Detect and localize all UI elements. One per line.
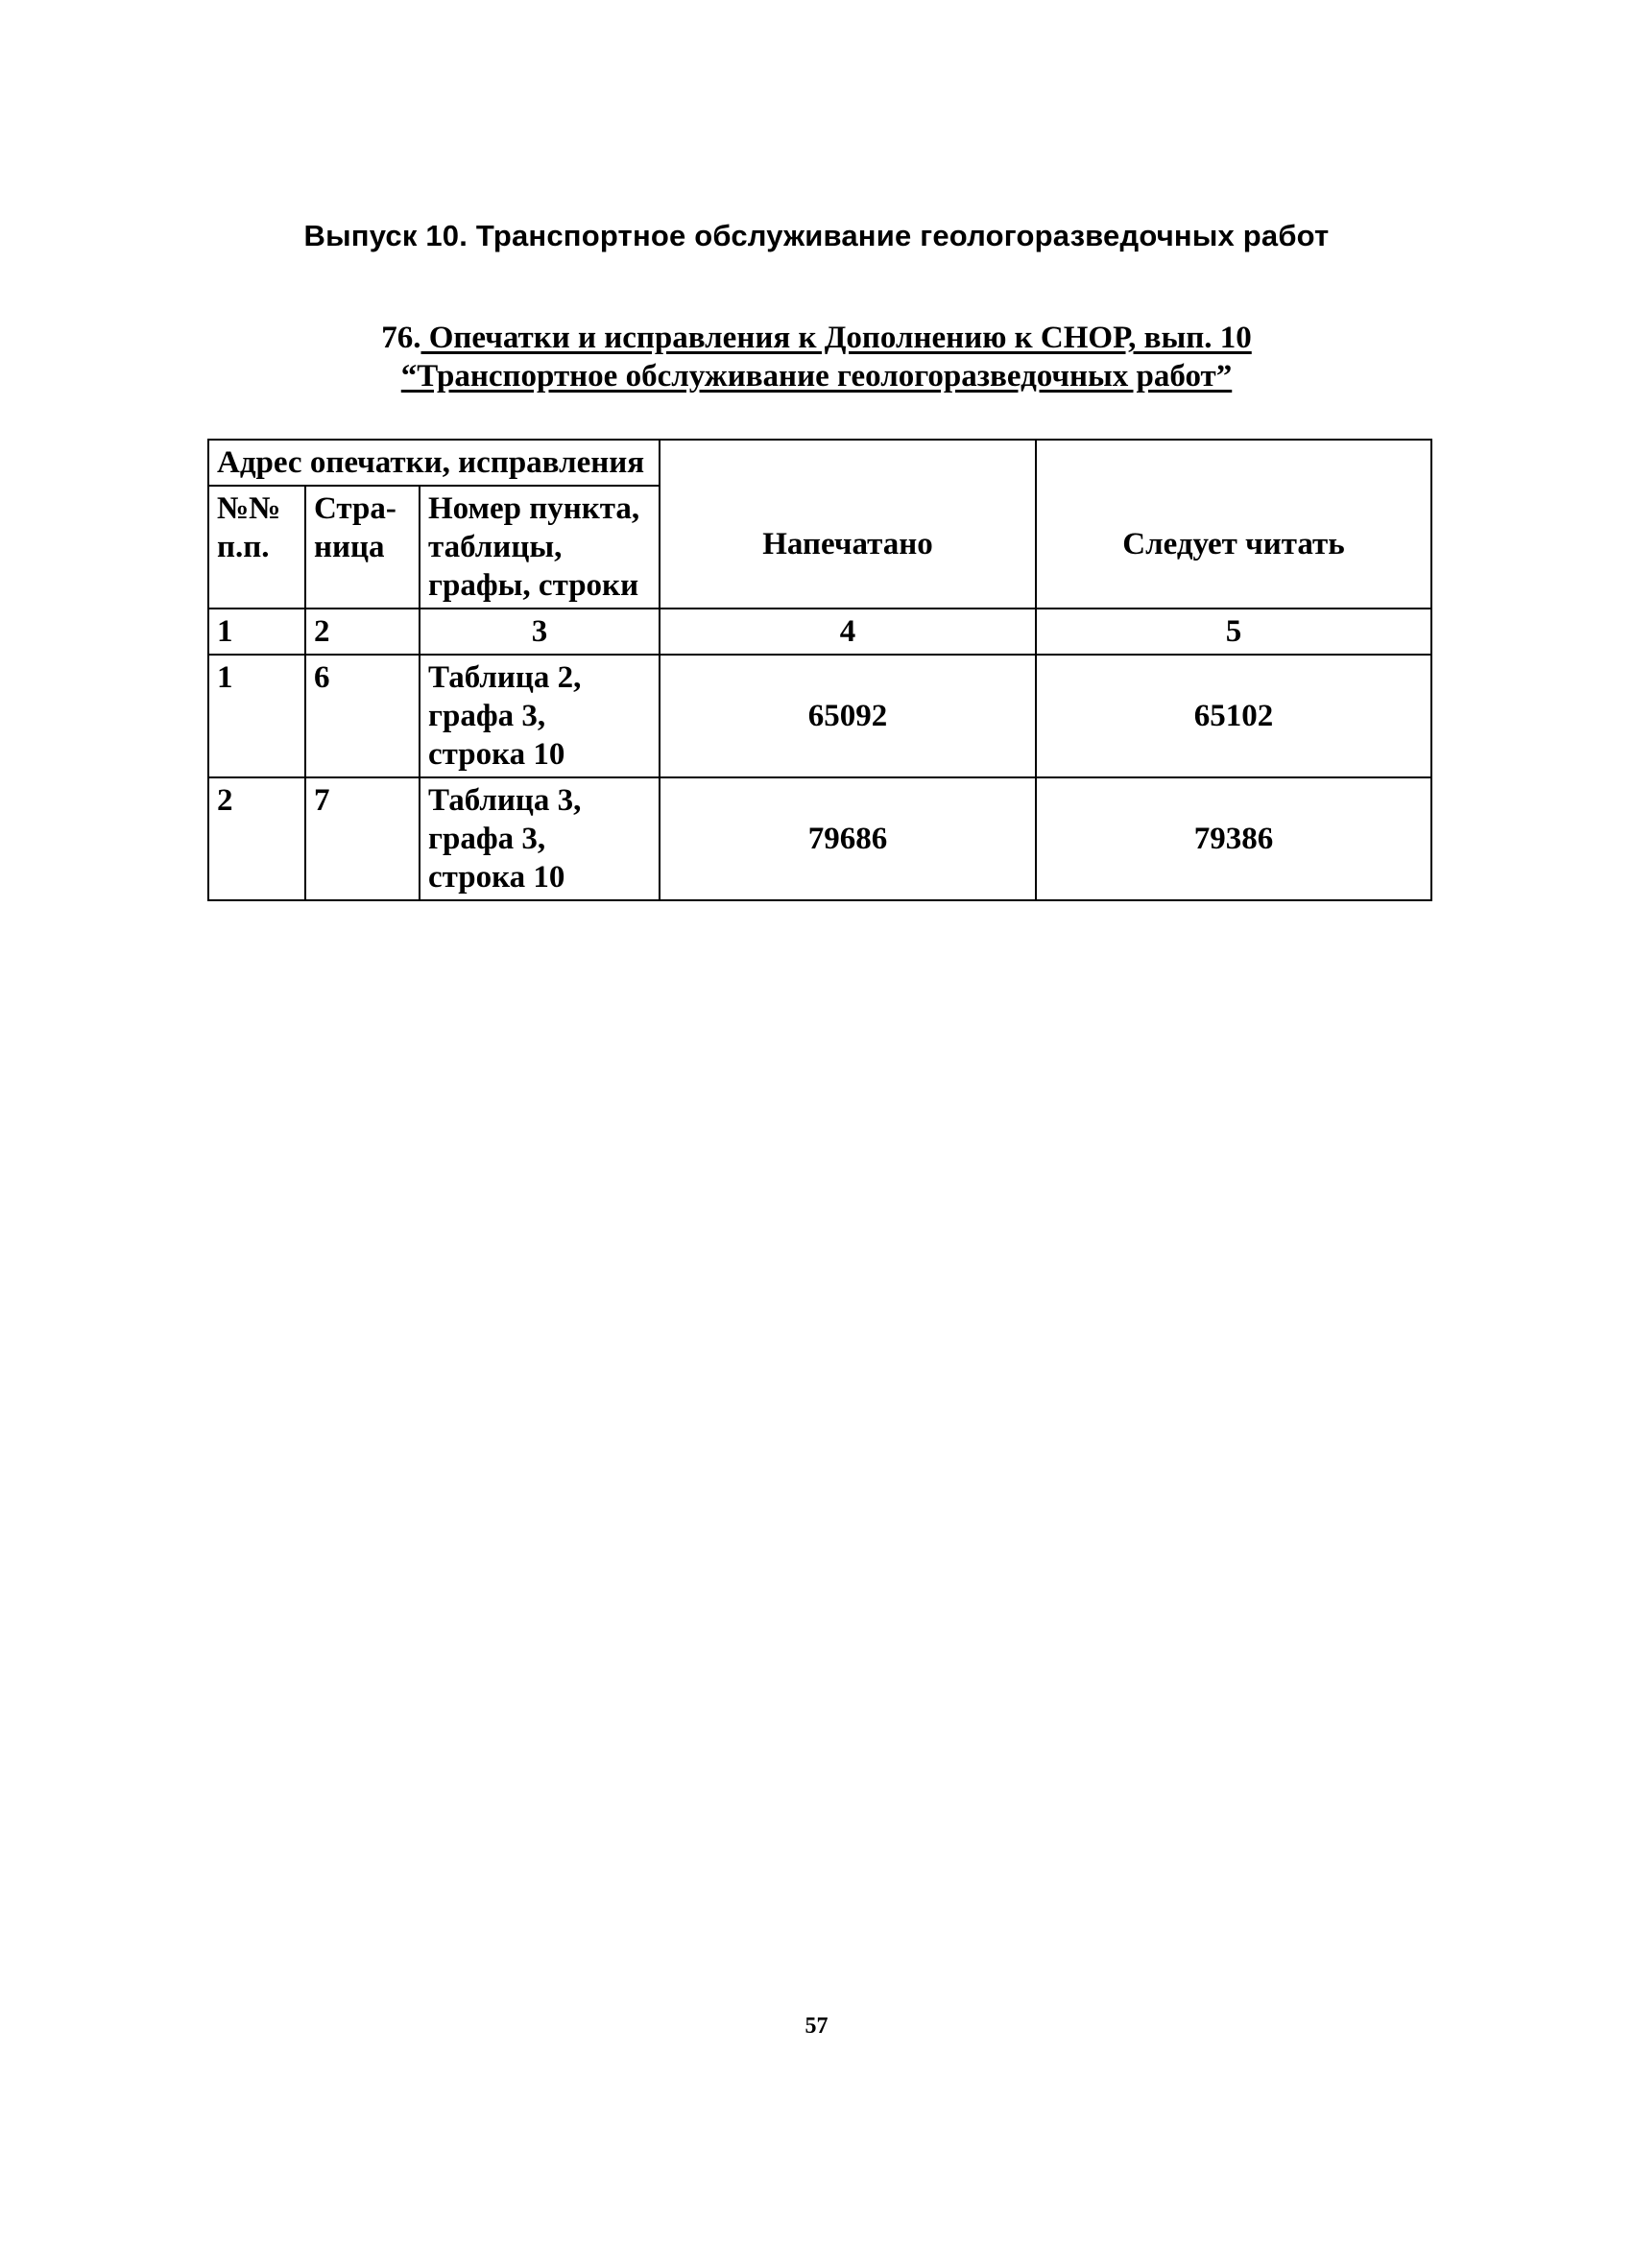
row-item-line: графа 3,: [428, 699, 546, 733]
col-number-4: 4: [660, 609, 1036, 655]
header-item: Номер пункта, таблицы, графы, строки: [420, 486, 660, 609]
row-item: [420, 655, 660, 777]
row-item: [420, 777, 660, 900]
col-number-5: 5: [1036, 609, 1431, 655]
row-should-read: 65102: [1036, 655, 1431, 777]
row-printed: 79686: [660, 777, 1036, 900]
row-item-line: строка 10: [428, 860, 565, 895]
errata-table: [207, 439, 1432, 901]
row-item-line: строка 10: [428, 737, 565, 772]
section-title-line-1: [0, 319, 1633, 357]
row-num: 2: [208, 777, 305, 900]
row-printed: 65092: [660, 655, 1036, 777]
row-item-line: графа 3,: [428, 822, 546, 856]
page-number: 57: [804, 2014, 829, 2039]
section-title-text-1: Опечатки и исправления к Дополнению к СНОР, вып. 10: [420, 321, 1252, 355]
row-num: 1: [208, 655, 305, 777]
header-address-group: Адрес опечатки, исправления: [208, 440, 660, 486]
table-header-row-1: [208, 440, 1431, 486]
row-page: 6: [305, 655, 420, 777]
header-num: №№ п.п.: [208, 486, 305, 609]
section-title: [0, 319, 1633, 395]
row-should-read: 79386: [1036, 777, 1431, 900]
col-number-1: 1: [208, 609, 305, 655]
row-item-line: Таблица 2,: [428, 660, 582, 695]
header-printed: Напечатано: [660, 440, 1036, 609]
column-number-row: [208, 609, 1431, 655]
section-title-line-2: “Транспортное обслуживание геологоразведочных работ”: [400, 359, 1233, 394]
header-should-read: Следует читать: [1036, 440, 1431, 609]
col-number-2: 2: [305, 609, 420, 655]
row-page: 7: [305, 777, 420, 900]
header-page: Стра-ница: [305, 486, 420, 609]
table-row: [208, 777, 1431, 900]
running-header: Выпуск 10. Транспортное обслуживание геологоразведочных работ: [303, 219, 1330, 252]
col-number-3: 3: [420, 609, 660, 655]
section-number: 76.: [381, 321, 421, 355]
row-item-line: Таблица 3,: [428, 783, 582, 818]
table-row: [208, 655, 1431, 777]
